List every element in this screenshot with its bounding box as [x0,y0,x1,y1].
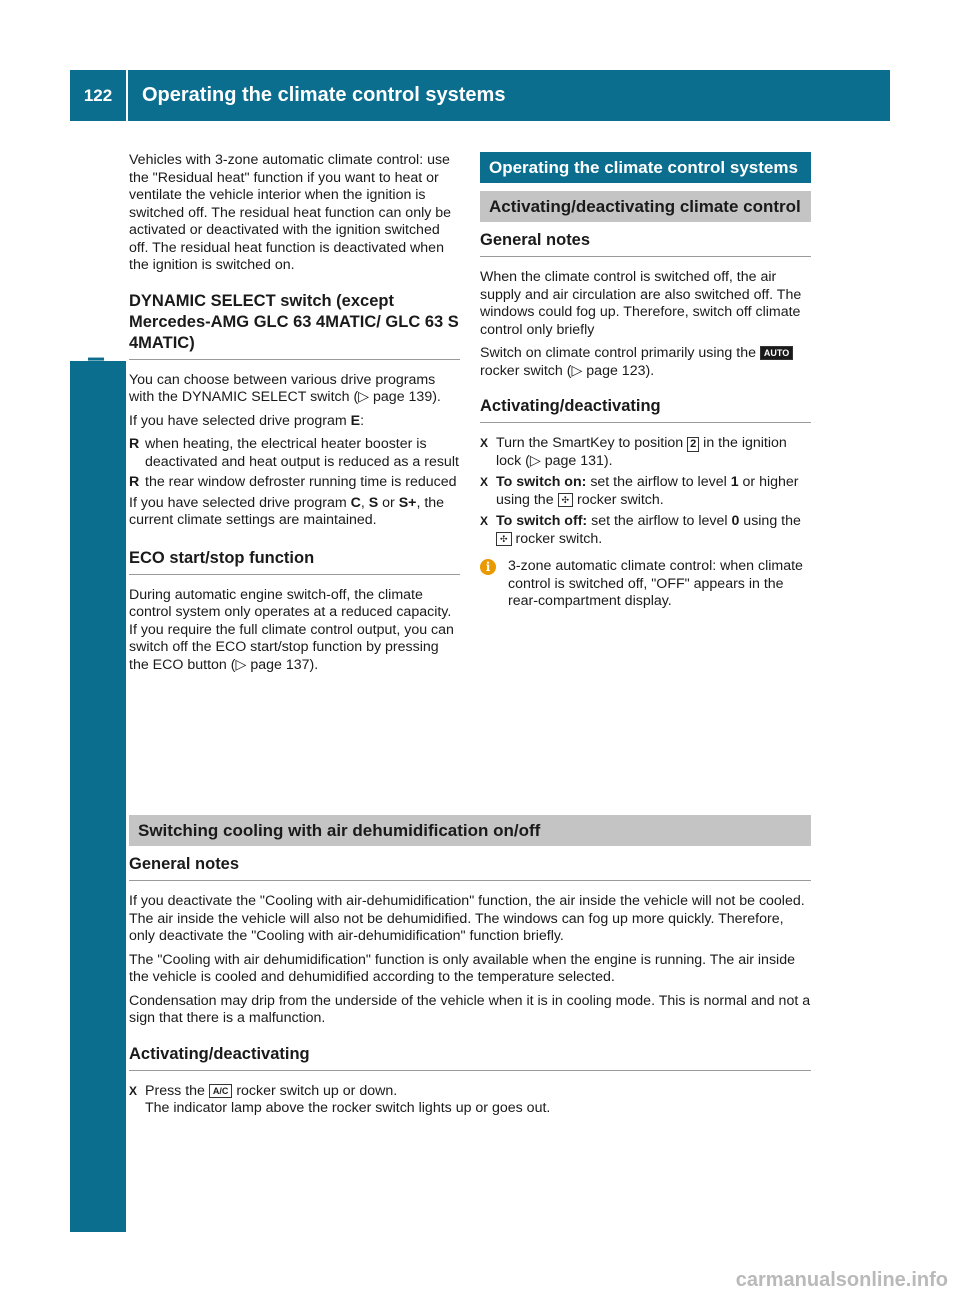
step-marker: X [480,436,489,450]
list-item: X Turn the SmartKey to position 2 in the ignition lock (▷ page 131). [480,435,787,469]
page-ref-139[interactable]: (▷ page 139). [353,389,441,405]
fan-icon: ✣ [558,493,574,507]
cooling-activating-heading: Activating/deactivating [129,1044,811,1071]
list-item: R when heating, the electrical heater booster is deactivated and heat output is reduced as a result [129,436,459,470]
step-result: The indicator lamp above the rocker switch lights up or goes out. [145,1100,551,1116]
eco-heading: ECO start/stop function [129,548,460,575]
page-header [70,70,890,121]
dynamic-select-para-3: If you have selected drive program C, S or S+, the current climate settings are maintained. [129,494,445,528]
auto-button-icon: AUTO [760,346,793,360]
section-heading-operating: Operating the climate control systems [480,152,811,183]
bullet-marker: R [129,436,140,452]
list-item: R the rear window defroster running time is reduced [129,474,457,490]
section-heading-activating: Activating/deactivating climate control [480,191,811,222]
fan-icon: ✣ [496,532,512,546]
bullet-marker: R [129,474,140,490]
watermark: carmanualsonline.info [735,1269,948,1291]
dynamic-select-para-2: If you have selected drive program E: [129,412,365,429]
sidebar-label-area [70,121,126,361]
info-note: i 3-zone automatic climate control: when climate control is switched off, "OFF" appears in the rear-compartment display. [480,558,811,611]
residual-heat-intro: Vehicles with 3-zone automatic climate control: use the "Residual heat" function if you want to heat or ventilate the vehicle interior when the ignition is switched off. The residual heat function can only be activated or deactivated with the ignition switched off. The residual heat function is deactivated when the ignition is switched on. [129,152,452,273]
general-notes-heading: General notes [480,230,811,257]
position-2-icon: 2 [687,437,699,452]
cooling-section [129,815,811,1122]
right-column [480,152,811,611]
cooling-para-3: Condensation may drip from the underside of the vehicle when it is in cooling mode. This is normal and not a sign that there is a malfunction. [129,992,811,1026]
cooling-general-notes-heading: General notes [129,854,811,881]
activating-heading: Activating/deactivating [480,396,811,423]
step-marker: X [480,514,489,528]
eco-para: During automatic engine switch-off, the climate control system only operates at a reduced capacity. If you require the full climate control output, you can switch off the ECO start/stop function by pressing the ECO button (▷ page 137). [129,586,454,673]
list-item: X Press the A/C rocker switch up or down. The indicator lamp above the rocker switch lights up or goes out. [129,1082,551,1116]
ac-button-icon: A/C [209,1084,233,1098]
cooling-para-2: The "Cooling with air dehumidification" function is only available when the engine is running. The air inside the vehicle is cooled and dehumidified according to the temperature selected. [129,951,795,985]
sidebar-section-label: Climate control [84,356,109,517]
page-number: 122 [83,85,113,105]
section-heading-cooling: Switching cooling with air dehumidification on/off [129,815,811,846]
list-item: X To switch on: set the airflow to level 1 or higher using the ✣ rocker switch. [480,474,799,508]
list-item: X To switch off: set the airflow to level 0 using the ✣ rocker switch. [480,513,801,547]
general-notes-para-2: Switch on climate control primarily using the AUTO rocker switch (▷ page 123). [480,345,811,380]
general-notes-para-1: When the climate control is switched off, the air supply and air circulation are also switched off. The windows could fog up. Therefore, switch off climate control only briefly [480,269,802,338]
dynamic-select-heading: DYNAMIC SELECT switch (except Mercedes-AMG GLC 63 4MATIC/ GLC 63 S 4MATIC) [129,291,460,360]
step-marker: X [480,475,489,489]
left-column [129,152,460,680]
page-title: Operating the climate control systems [142,84,506,106]
info-icon: i [480,559,496,575]
cooling-para-1: If you deactivate the "Cooling with air-dehumidification" function, the air inside the vehicle will not be cooled. The air inside the vehicle will also not be dehumidified. The windows can fog up more quickly. Therefore, only deactivate the "Cooling with air-dehumidification" function briefly. [129,893,805,944]
dynamic-select-para-1: You can choose between various drive programs with the DYNAMIC SELECT switch (▷ page 139). [129,371,441,405]
step-marker: X [129,1083,138,1098]
